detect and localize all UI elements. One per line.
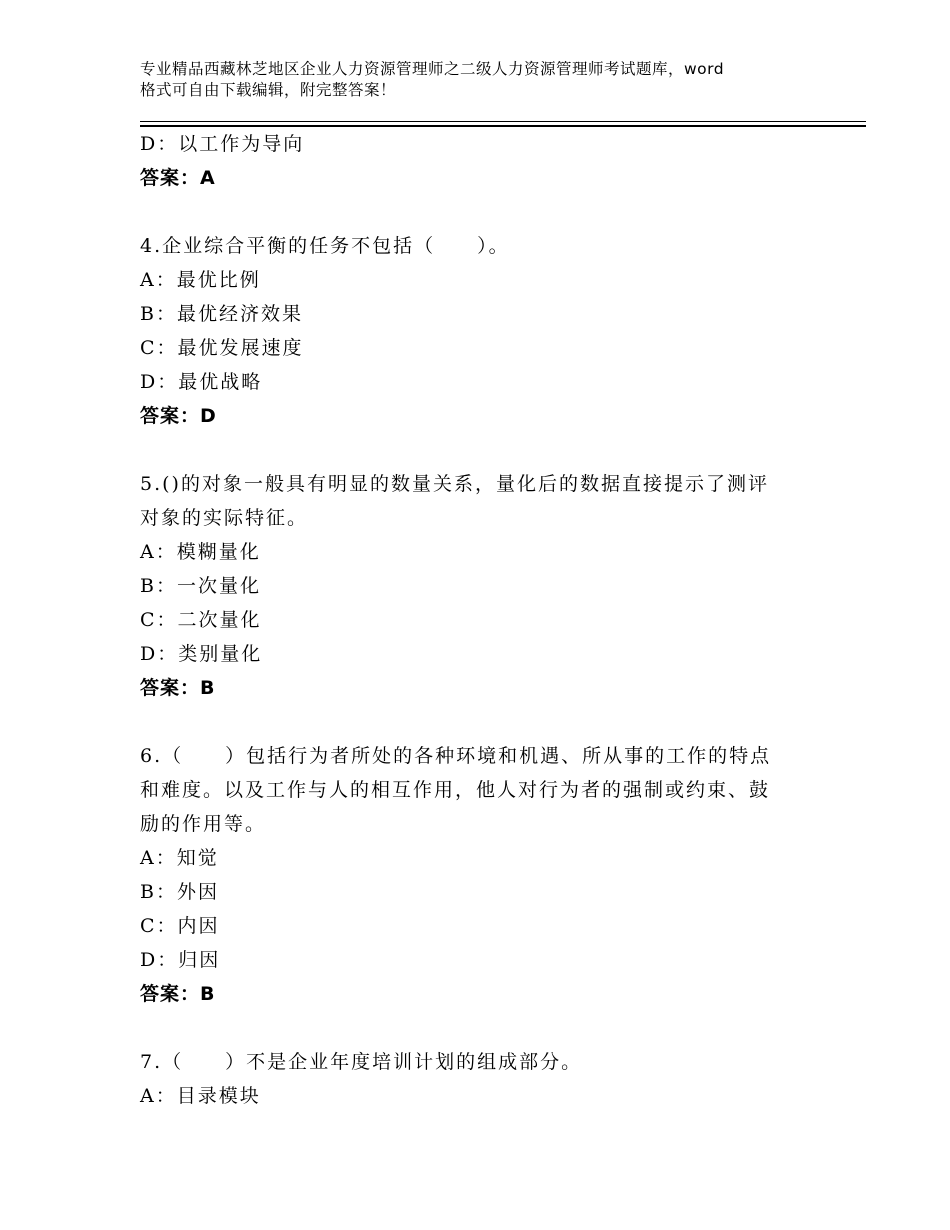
header-title-line-1: 专业精品西藏林芝地区企业人力资源管理师之二级人力资源管理师考试题库，word (140, 60, 725, 78)
q4-option-d: D：最优战略 (140, 371, 263, 393)
q4-option-a: A：最优比例 (140, 269, 261, 291)
q5-option-c: C：二次量化 (140, 609, 262, 631)
question-5 (140, 467, 820, 705)
q4-option-b: B：最优经济效果 (140, 303, 303, 325)
q5-option-d: D：类别量化 (140, 643, 263, 665)
q7-stem: 7.（ ）不是企业年度培训计划的组成部分。 (140, 1051, 583, 1073)
q7-option-a: A：目录模块 (140, 1085, 261, 1107)
q6-stem-line-2: 和难度。以及工作与人的相互作用，他人对行为者的强制或约束、鼓 (140, 779, 771, 801)
q4-answer: 答案：D (140, 405, 217, 427)
q6-option-c: C：内因 (140, 915, 220, 937)
q6-option-a: A：知觉 (140, 847, 219, 869)
spacer (140, 1011, 820, 1045)
question-7 (140, 1045, 820, 1113)
q6-answer: 答案：B (140, 983, 216, 1005)
question-4 (140, 229, 820, 433)
q5-option-b: B：一次量化 (140, 575, 261, 597)
q5-option-a: A：模糊量化 (140, 541, 261, 563)
spacer (140, 195, 820, 229)
q6-stem-line-1: 6.（ ）包括行为者所处的各种环境和机遇、所从事的工作的特点 (140, 745, 772, 767)
header-divider-thin (140, 121, 866, 122)
header-title-line-2: 格式可自由下载编辑，附完整答案！ (140, 81, 397, 99)
spacer (140, 433, 820, 467)
question-3-fragment (140, 127, 820, 195)
q5-stem-line-2: 对象的实际特征。 (140, 507, 309, 529)
q6-option-d: D：归因 (140, 949, 221, 971)
q5-stem-line-1: 5.()的对象一般具有明显的数量关系，量化后的数据直接提示了测评 (140, 473, 769, 495)
q4-option-c: C：最优发展速度 (140, 337, 304, 359)
document-body (140, 127, 820, 1113)
q5-answer: 答案：B (140, 677, 216, 699)
q6-option-b: B：外因 (140, 881, 219, 903)
question-6 (140, 739, 820, 1011)
spacer (140, 705, 820, 739)
q3-option-d: D：以工作为导向 (140, 133, 305, 155)
q4-stem: 4.企业综合平衡的任务不包括（ ）。 (140, 235, 510, 257)
q6-stem-line-3: 励的作用等。 (140, 813, 267, 835)
document-header (140, 59, 840, 101)
q3-answer: 答案：A (140, 167, 216, 189)
